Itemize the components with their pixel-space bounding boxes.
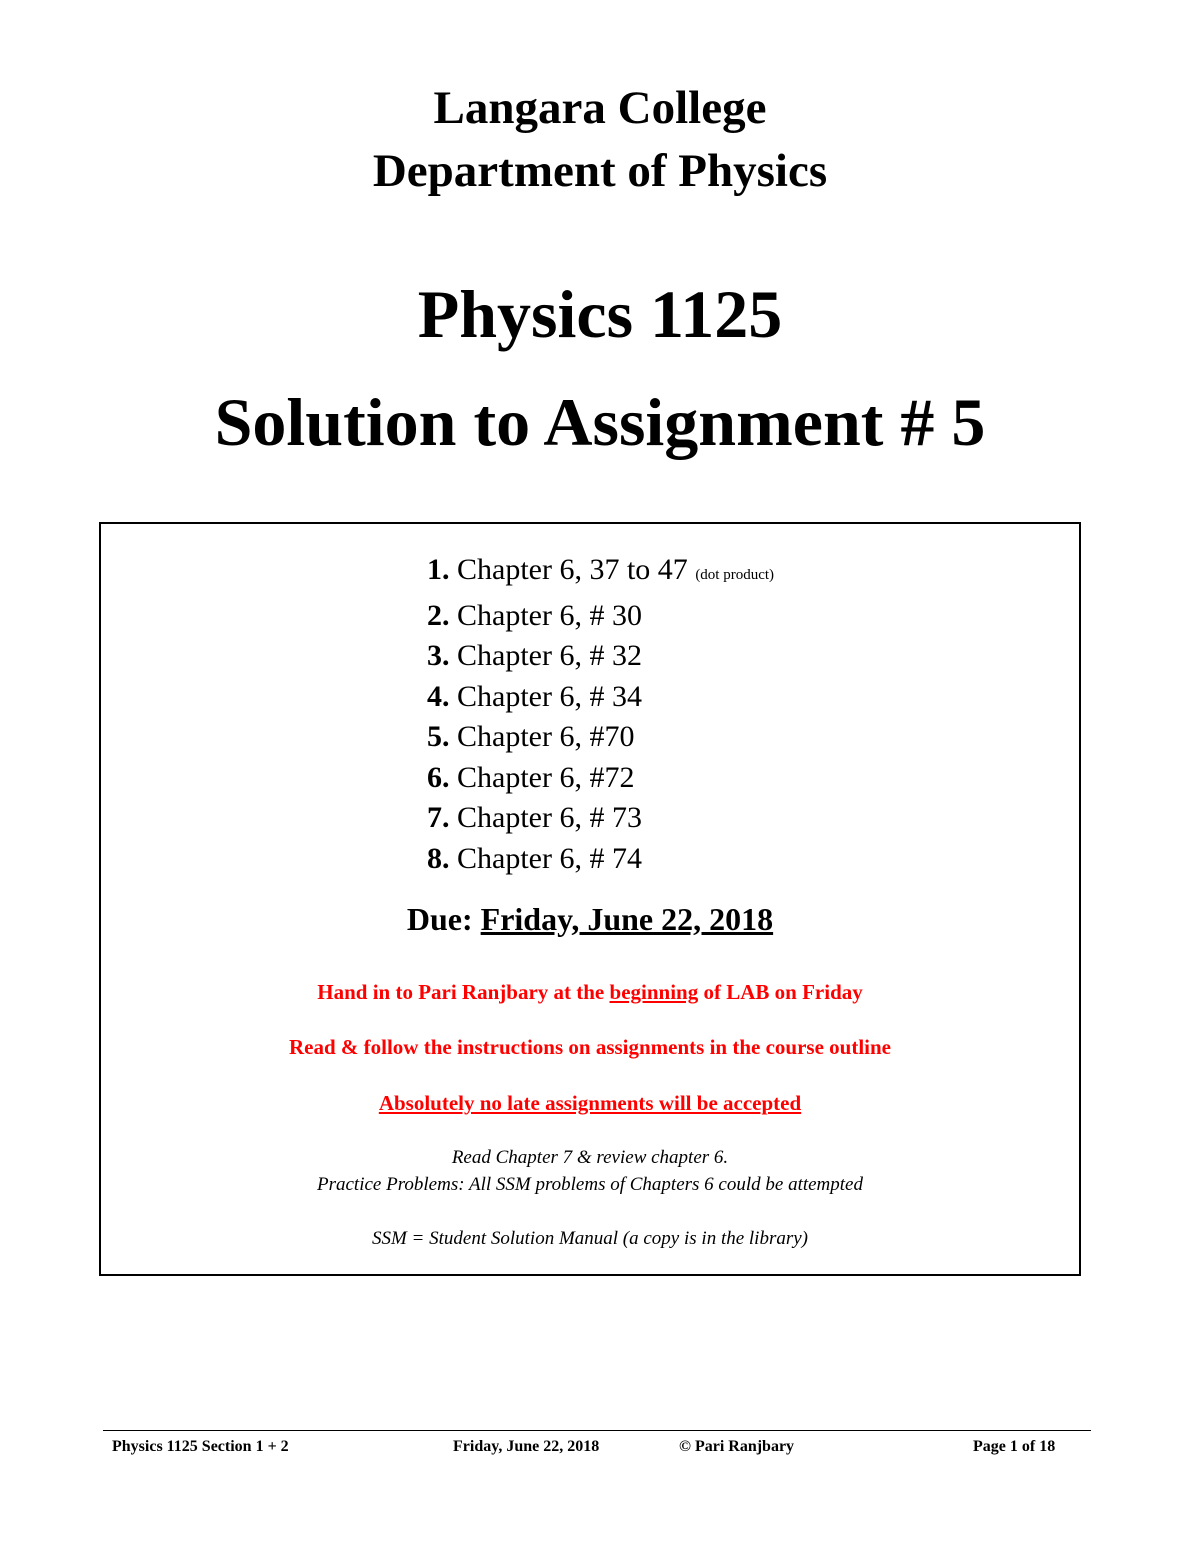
problem-number: 8. (427, 841, 450, 875)
hand-in-suffix: of LAB on Friday (698, 980, 863, 1004)
footer-section: Physics 1125 Section 1 + 2 (112, 1438, 289, 1455)
no-late-notice: Absolutely no late assignments will be accepted (378, 1091, 802, 1115)
due-date-line (101, 899, 1079, 939)
hand-in-notice (101, 978, 1079, 1006)
problem-item (427, 839, 774, 880)
problem-list (427, 550, 774, 879)
problem-item (427, 798, 774, 839)
problem-text: Chapter 6, # 73 (457, 801, 642, 834)
hand-in-prefix: Hand in to Pari Ranjbary at the (317, 980, 610, 1004)
college-name: Langara College (433, 82, 767, 134)
problem-text: Chapter 6, # 30 (457, 598, 642, 632)
problem-text: Chapter 6, 37 to 47 (457, 553, 688, 586)
hand-in-emphasis: beginning (609, 980, 699, 1004)
assignment-box (99, 522, 1081, 1276)
problem-number: 6. (427, 760, 450, 794)
problem-text: Chapter 6, #72 (457, 760, 635, 794)
footer-divider (103, 1430, 1091, 1431)
problem-note: (dot product) (695, 567, 775, 583)
read-follow-notice: Read & follow the instructions on assignments in the course outline (288, 1035, 892, 1059)
problem-number: 2. (427, 598, 450, 632)
problem-number: 1. (427, 553, 450, 586)
problem-item (427, 636, 774, 677)
due-label: Due: (406, 901, 473, 937)
assignment-title: Solution to Assignment # 5 (214, 384, 986, 460)
due-date: Friday, June 22, 2018 (480, 901, 774, 937)
problem-number: 3. (427, 639, 450, 672)
problem-number: 4. (427, 679, 450, 713)
problem-number: 5. (427, 720, 450, 753)
problem-text: Chapter 6, # 34 (457, 679, 642, 713)
problem-item (427, 550, 774, 596)
footer-copyright: © Pari Ranjbary (679, 1438, 795, 1455)
department-name: Department of Physics (372, 145, 828, 197)
course-title: Physics 1125 (417, 276, 783, 352)
ssm-line: SSM = Student Solution Manual (a copy is in the library) (371, 1228, 809, 1249)
problem-item (427, 596, 774, 637)
problem-item (427, 758, 774, 799)
problem-item (427, 717, 774, 758)
footer-page-number: Page 1 of 18 (973, 1438, 1056, 1455)
footer-date: Friday, June 22, 2018 (453, 1438, 600, 1455)
problem-text: Chapter 6, # 74 (457, 841, 642, 875)
practice-line: Practice Problems: All SSM problems of Chapters 6 could be attempted (317, 1174, 863, 1195)
problem-text: Chapter 6, # 32 (457, 639, 642, 672)
problem-text: Chapter 6, #70 (457, 720, 635, 753)
reading-line: Read Chapter 7 & review chapter 6. (451, 1147, 729, 1168)
problem-number: 7. (427, 801, 450, 834)
problem-item (427, 677, 774, 718)
